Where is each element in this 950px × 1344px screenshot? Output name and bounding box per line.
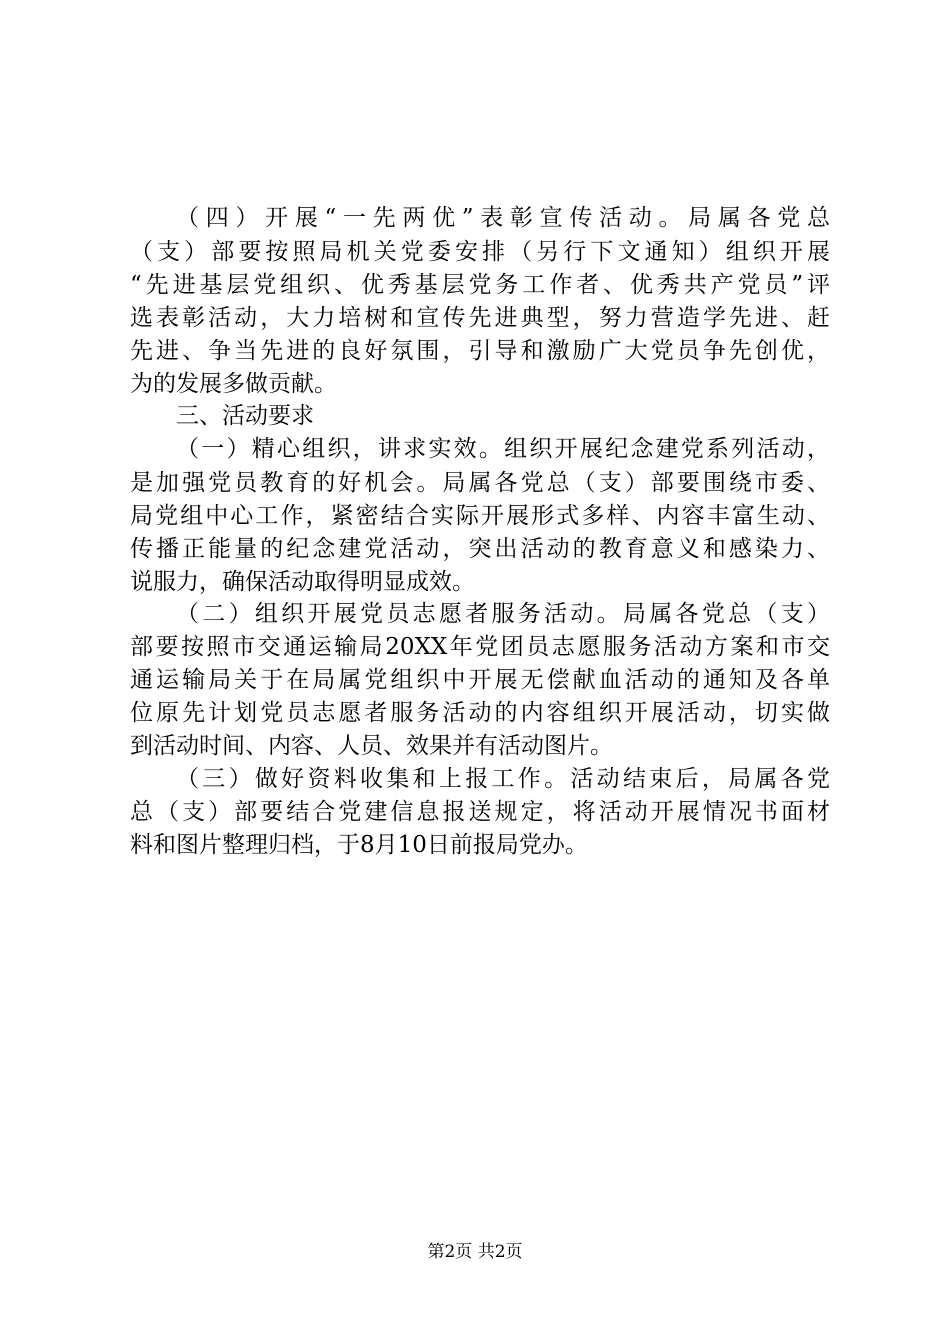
text-line: （一）精心组织，讲求实效。组织开展纪念建党系列活动， xyxy=(176,436,830,462)
text-line: 总（支）部要结合党建信息报送规定，将活动开展情况书面材 xyxy=(130,799,830,825)
text-line: （四）开展“一先两优”表彰宣传活动。局属各党总 xyxy=(176,205,830,231)
page-number: 第2页 共2页 xyxy=(427,1242,523,1262)
text-line: 先进、争当先进的良好氛围，引导和激励广大党员争先创优， xyxy=(130,338,830,364)
text-line: 料和图片整理归档，于8月10日前报局党办。 xyxy=(130,832,588,858)
text-line: 部要按照市交通运输局20XX年党团员志愿服务活动方案和市交 xyxy=(130,634,830,660)
text-line: 是加强党员教育的好机会。局属各党总（支）部要围绕市委、 xyxy=(130,470,830,496)
text-line: 到活动时间、内容、人员、效果并有活动图片。 xyxy=(130,733,613,759)
text-line: 说服力，确保活动取得明显成效。 xyxy=(130,569,475,595)
text-line: 为的发展多做贡献。 xyxy=(130,371,337,397)
text-line: （支）部要按照局机关党委安排（另行下文通知）组织开展 xyxy=(130,239,830,265)
text-line: 位原先计划党员志愿者服务活动的内容组织开展活动，切实做 xyxy=(130,700,830,726)
text-line: （三）做好资料收集和上报工作。活动结束后，局属各党 xyxy=(176,766,830,792)
text-line: 局党组中心工作，紧密结合实际开展形式多样、内容丰富生动、 xyxy=(130,503,830,529)
section-heading: 三、活动要求 xyxy=(176,403,314,429)
text-line: 通运输局关于在局属党组织中开展无偿献血活动的通知及各单 xyxy=(130,667,830,693)
text-line: “先进基层党组织、优秀基层党务工作者、优秀共产党员”评 xyxy=(130,272,830,298)
text-line: 传播正能量的纪念建党活动，突出活动的教育意义和感染力、 xyxy=(130,536,830,562)
text-line: 选表彰活动，大力培树和宣传先进典型，努力营造学先进、赶 xyxy=(130,305,830,331)
text-line: （二）组织开展党员志愿者服务活动。局属各党总（支） xyxy=(176,601,830,627)
